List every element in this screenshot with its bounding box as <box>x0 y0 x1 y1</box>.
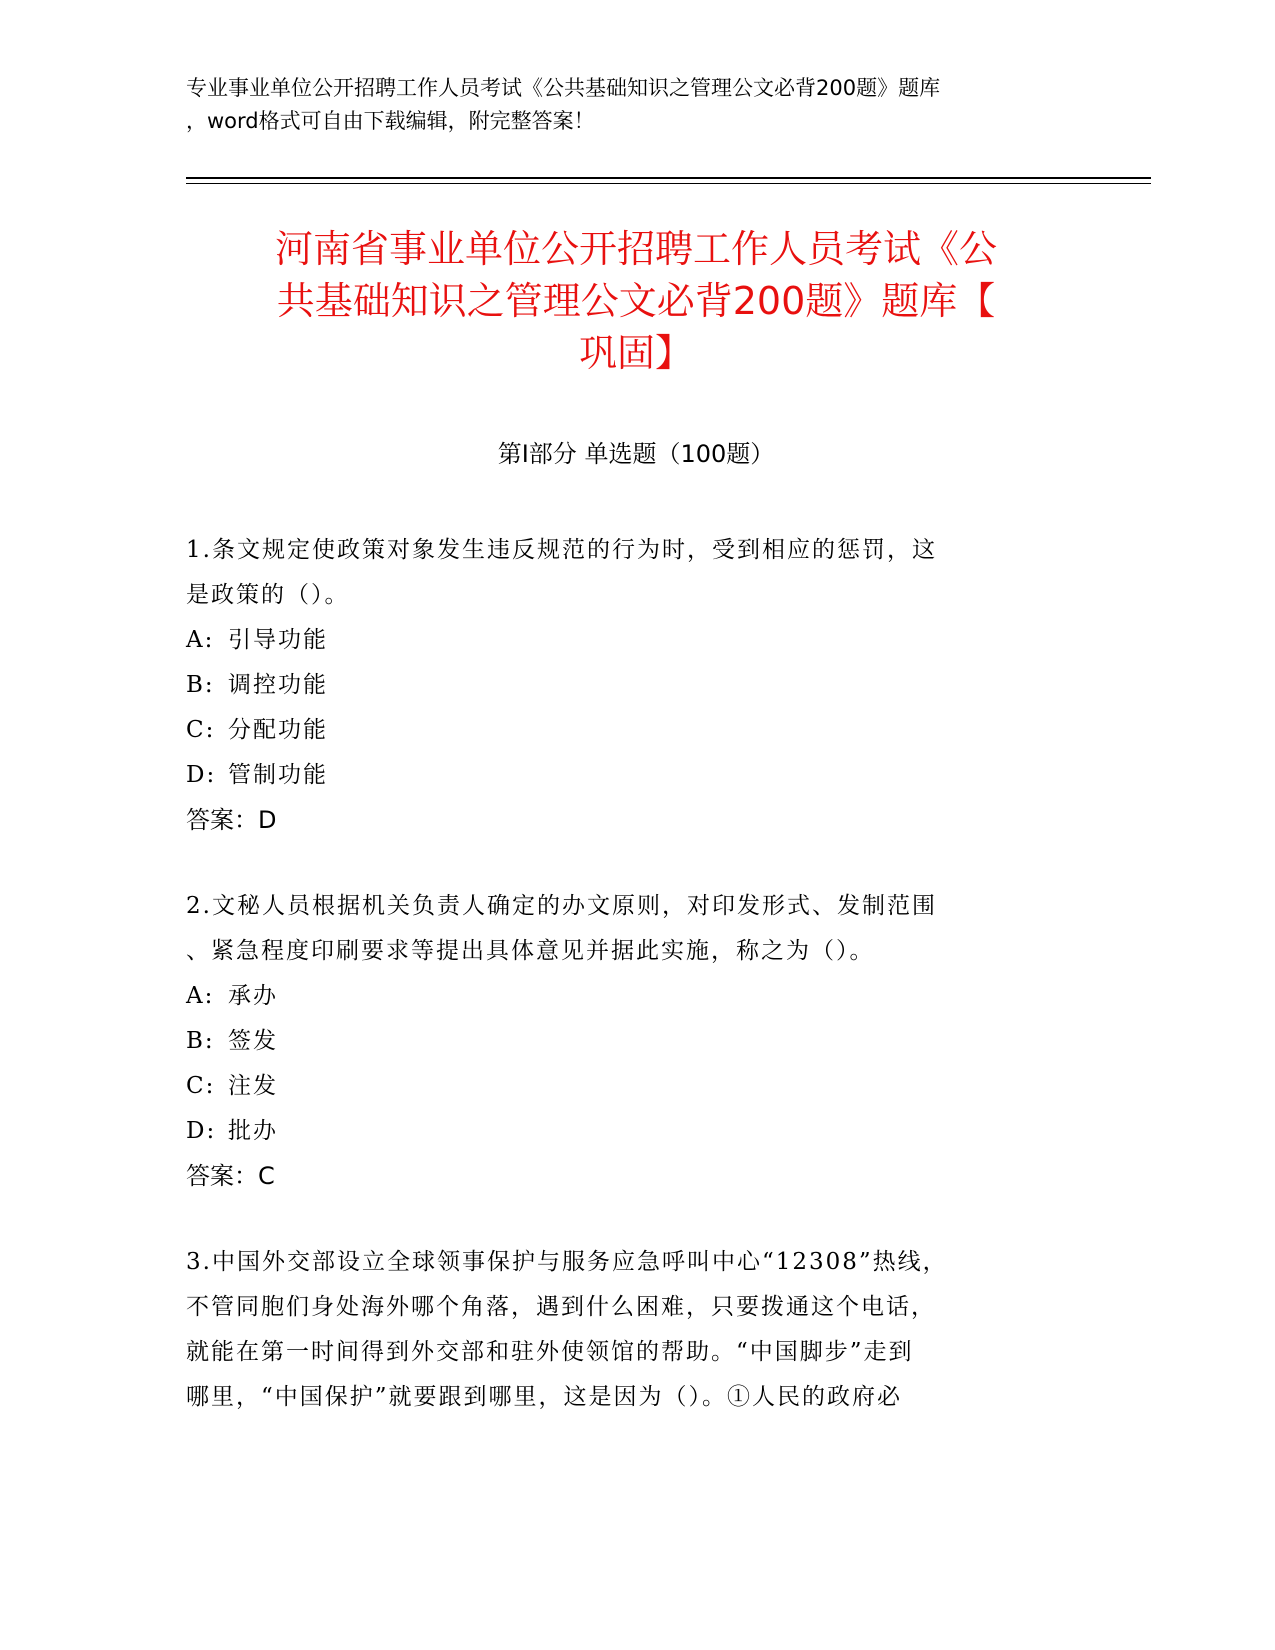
question-2-stem-line-2: 、紧急程度印刷要求等提出具体意见并据此实施，称之为（）。 <box>186 938 875 964</box>
title-line-2: 共基础知识之管理公文必背200题》题库【 <box>276 279 996 323</box>
question-list <box>186 528 1066 1461</box>
question-2-option-b <box>186 1019 1066 1064</box>
option-text: 引导功能 <box>228 627 328 653</box>
section-heading: 第Ⅰ部分 单选题（100题） <box>497 440 775 468</box>
option-letter: D: <box>186 762 217 788</box>
question-1-answer: 答案：D <box>186 806 277 834</box>
question-2-option-c <box>186 1064 1066 1109</box>
option-text: 调控功能 <box>228 672 328 698</box>
option-text: 分配功能 <box>228 717 328 743</box>
header-divider-thin <box>186 183 1151 184</box>
option-letter: D: <box>186 1118 217 1144</box>
option-letter: C: <box>186 1073 216 1099</box>
question-1-stem-line-1: 1.条文规定使政策对象发生违反规范的行为时，受到相应的惩罚，这 <box>186 537 937 563</box>
question-3-stem-line-2: 不管同胞们身处海外哪个角落，遇到什么困难，只要拨通这个电话， <box>186 1294 936 1320</box>
question-1-option-c <box>186 708 1066 753</box>
option-text: 承办 <box>228 983 278 1009</box>
question-1-stem-line-2: 是政策的（）。 <box>186 582 350 608</box>
question-2-option-d <box>186 1109 1066 1154</box>
question-3-stem-line-3: 就能在第一时间得到外交部和驻外使领馆的帮助。“中国脚步”走到 <box>186 1339 914 1365</box>
question-1-option-a <box>186 618 1066 663</box>
question-2-stem-line-1: 2.文秘人员根据机关负责人确定的办文原则，对印发形式、发制范围 <box>186 893 937 919</box>
option-letter: A: <box>186 983 215 1009</box>
option-text: 管制功能 <box>228 762 328 788</box>
question-3-stem-line-4: 哪里，“中国保护”就要跟到哪里，这是因为（）。①人民的政府必 <box>186 1384 903 1410</box>
question-1-option-b <box>186 663 1066 708</box>
option-letter: C: <box>186 717 216 743</box>
option-text: 注发 <box>228 1073 278 1099</box>
title-line-3: 巩固】 <box>578 331 693 375</box>
question-2-option-a <box>186 974 1066 1019</box>
header-note <box>186 72 1091 138</box>
option-text: 签发 <box>228 1028 278 1054</box>
question-1-option-d <box>186 753 1066 798</box>
question-2-answer: 答案：C <box>186 1162 275 1190</box>
header-note-line-1: 专业事业单位公开招聘工作人员考试《公共基础知识之管理公文必背200题》题库 <box>186 76 941 100</box>
question-3-stem-line-1: 3.中国外交部设立全球领事保护与服务应急呼叫中心“12308”热线， <box>186 1249 948 1275</box>
option-letter: B: <box>186 672 215 698</box>
question-3 <box>186 1240 1066 1420</box>
option-letter: A: <box>186 627 215 653</box>
option-letter: B: <box>186 1028 215 1054</box>
question-1 <box>186 528 1066 843</box>
header-note-line-2: ，word格式可自由下载编辑，附完整答案！ <box>186 109 595 133</box>
title-line-1: 河南省事业单位公开招聘工作人员考试《公 <box>274 227 997 271</box>
question-2 <box>186 884 1066 1199</box>
document-title <box>186 223 1086 379</box>
header-divider-thick <box>186 177 1151 179</box>
option-text: 批办 <box>228 1118 278 1144</box>
